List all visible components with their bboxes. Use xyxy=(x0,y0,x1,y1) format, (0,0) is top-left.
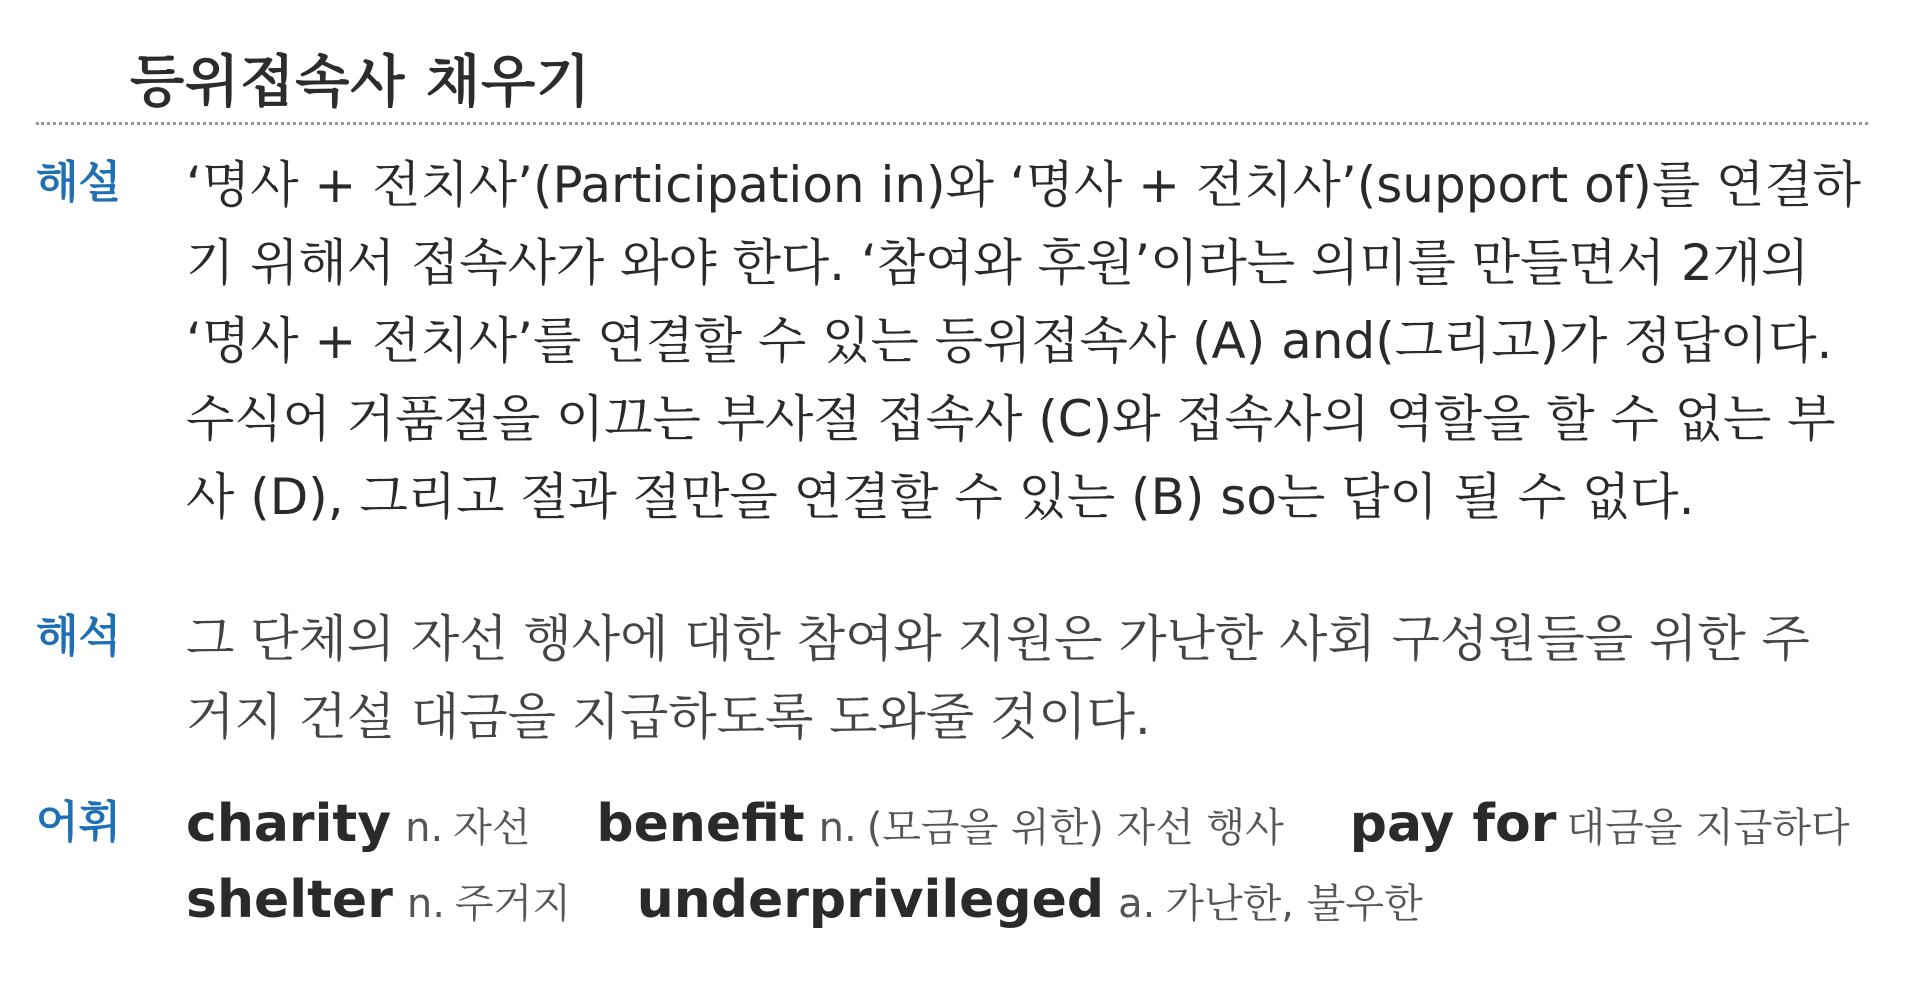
translation-label: 해석 xyxy=(36,611,122,662)
vocab-meaning: (모금을 위한) 자선 행사 xyxy=(866,805,1284,851)
vocab-meaning: 주거지 xyxy=(454,881,571,927)
vocab-word: charity xyxy=(186,794,392,854)
vocab-word: underprivileged xyxy=(636,870,1105,930)
translation-line: 거지 건설 대금을 지급하도록 도와줄 것이다. xyxy=(186,688,1151,746)
vocab-pos: n. xyxy=(406,881,445,927)
vocab-entry-shelter xyxy=(186,862,571,942)
vocab-meaning: 가난한, 불우한 xyxy=(1165,881,1423,927)
translation-body xyxy=(186,600,1876,756)
explanation-label: 해설 xyxy=(36,157,122,208)
page-title: 등위접속사 채우기 xyxy=(130,50,592,115)
vocab-word: shelter xyxy=(186,870,393,930)
vocab-pos: n. xyxy=(818,805,857,851)
vocabulary-row xyxy=(186,862,1876,938)
translation-line: 그 단체의 자선 행사에 대한 참여와 지원은 가난한 사회 구성원들을 위한 주 xyxy=(186,610,1810,668)
title-divider xyxy=(36,122,1868,125)
vocab-word: benefit xyxy=(596,794,805,854)
explanation-line: 사 (D), 그리고 절과 절만을 연결할 수 있는 (B) so는 답이 될 수 없다. xyxy=(186,468,1695,526)
vocab-entry-charity xyxy=(186,786,531,866)
vocab-entry-pay-for xyxy=(1350,786,1850,866)
vocab-entry-underprivileged xyxy=(637,862,1423,942)
vocab-meaning: 자선 xyxy=(453,805,531,851)
vocab-pos: n. xyxy=(405,805,444,851)
explanation-line: ‘명사 + 전치사’를 연결할 수 있는 등위접속사 (A) and(그리고)가 정답이다. xyxy=(186,312,1833,370)
vocabulary-row xyxy=(186,786,1876,862)
explanation-body xyxy=(186,146,1876,536)
explanation-line: ‘명사 + 전치사’(Participation in)와 ‘명사 + 전치사’(support of)를 연결하 xyxy=(186,156,1861,214)
vocab-meaning: 대금을 지급하다 xyxy=(1566,805,1850,851)
vocabulary-body xyxy=(186,786,1876,938)
vocabulary-label: 어휘 xyxy=(36,797,122,848)
explanation-line: 수식어 거품절을 이끄는 부사절 접속사 (C)와 접속사의 역할을 할 수 없는 부 xyxy=(186,390,1836,448)
vocab-word: pay for xyxy=(1349,794,1557,854)
explanation-line: 기 위해서 접속사가 와야 한다. ‘참여와 후원’이라는 의미를 만들면서 2개의 xyxy=(186,234,1810,292)
vocab-entry-benefit xyxy=(596,786,1283,866)
vocab-pos: a. xyxy=(1118,881,1156,927)
